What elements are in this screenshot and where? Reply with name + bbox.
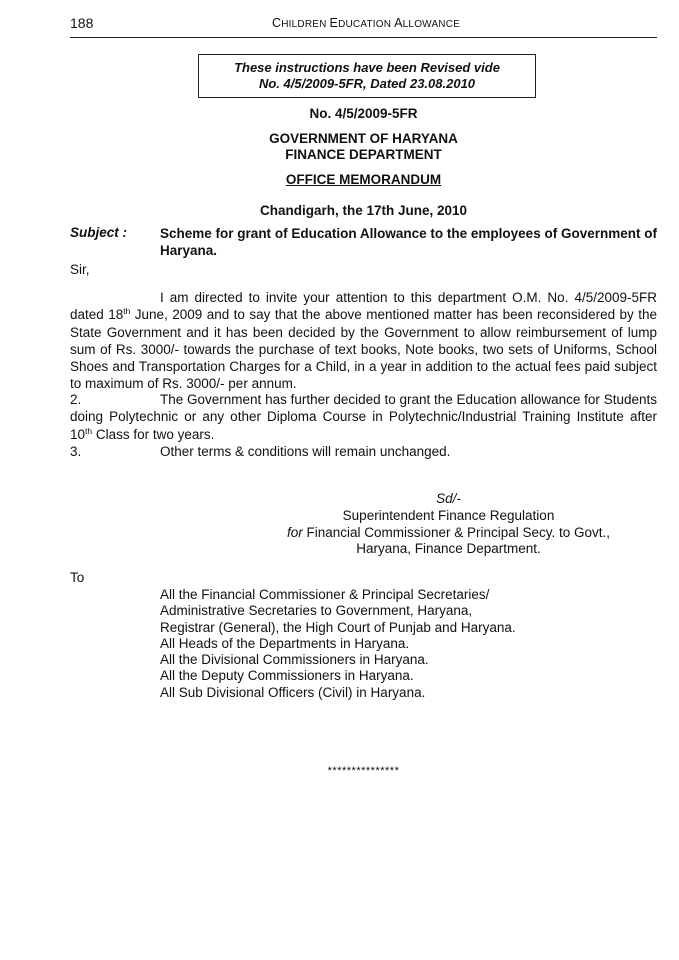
- recipient-item: All the Deputy Commissioners in Haryana.: [160, 668, 414, 684]
- to-label: To: [70, 570, 85, 585]
- memo-type-heading: OFFICE MEMORANDUM: [285, 172, 442, 187]
- signature-sd: Sd/-: [436, 491, 461, 506]
- signature-designation: Superintendent Finance Regulation: [342, 508, 555, 523]
- signature-department: Haryana, Finance Department.: [356, 541, 541, 556]
- end-mark: ***************: [327, 765, 400, 777]
- recipient-item: All the Financial Commissioner & Principal Secretaries/: [160, 587, 490, 602]
- revised-note-line2: No. 4/5/2009-5FR, Dated 23.08.2010: [258, 76, 476, 91]
- memo-number: No. 4/5/2009-5FR: [309, 106, 418, 121]
- paragraph-3: 3. Other terms & conditions will remain unchanged.: [70, 444, 451, 459]
- recipient-item: All Heads of the Departments in Haryana.: [160, 635, 410, 651]
- paragraph-1: I am directed to invite your attention to this department O.M. No. 4/5/2009-5FR dated 18th June, 2009 and to say that the above mentioned matter has been reconsidered by the State Government and it has been decided by the Government to allow reimbursement of lump sum of Rs. 3000/- towards the purchase of text books, Note books, two sets of Uniforms, School Shoes and Transportation Charges for a Child, in a year in addition to the actual fees paid subject to maximum of Rs. 3000/- per annum.: [70, 290, 657, 392]
- recipient-item: All the Divisional Commissioners in Haryana.: [160, 652, 429, 668]
- recipient-item: Registrar (General), the High Court of Punjab and Haryana.: [160, 619, 516, 635]
- revised-note-box: [198, 54, 536, 98]
- paragraph-2: 2. The Government has further decided to grant the Education allowance for Students doing Polytechnic or any other Diploma Course in Polytechnic/Industrial Training Institute after 10th Class for two years.: [70, 392, 657, 442]
- recipient-list: [160, 587, 516, 701]
- recipient-item: All Sub Divisional Officers (Civil) in Haryana.: [160, 684, 426, 700]
- header-rule: [70, 37, 657, 38]
- signature-for-line: for Financial Commissioner & Principal Secy. to Govt.,: [286, 525, 611, 540]
- revised-note-line1: These instructions have been Revised vide: [234, 60, 500, 75]
- salutation: Sir,: [70, 262, 90, 277]
- subject-label: Subject :: [70, 225, 128, 240]
- place-date: Chandigarh, the 17th June, 2010: [259, 203, 468, 218]
- department-heading: FINANCE DEPARTMENT: [285, 147, 442, 162]
- recipient-item: Administrative Secretaries to Government, Haryana,: [160, 603, 473, 619]
- running-header-title: CHILDREN EDUCATION ALLOWANCE: [272, 16, 461, 30]
- page-number: 188: [70, 15, 94, 31]
- government-heading: GOVERNMENT OF HARYANA: [269, 131, 458, 146]
- subject-text: Scheme for grant of Education Allowance to the employees of Government of Haryana.: [160, 226, 657, 258]
